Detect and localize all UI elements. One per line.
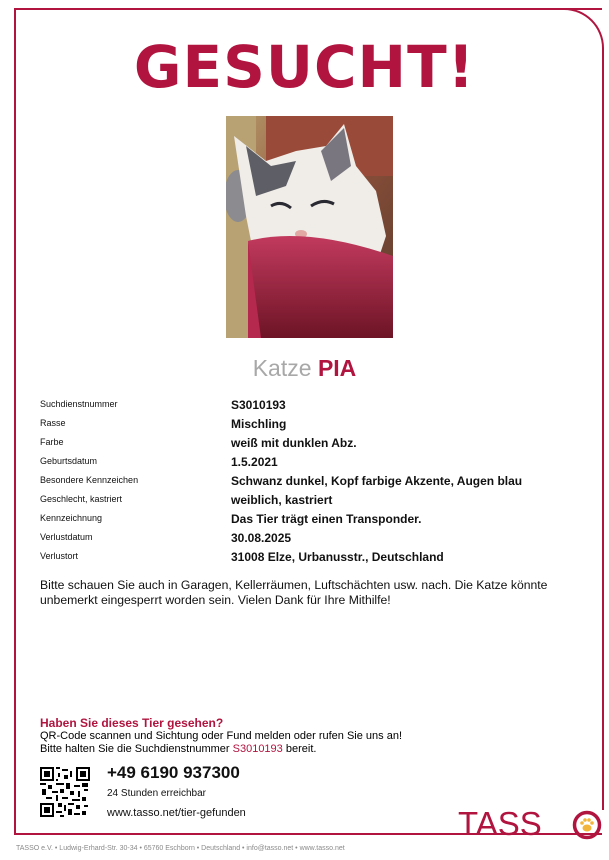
poster-frame-top: [16, 8, 542, 10]
contact-heading: Haben Sie dieses Tier gesehen?: [40, 716, 224, 730]
details-label: Kennzeichnung: [40, 513, 103, 523]
details-value: weiß mit dunklen Abz.: [231, 436, 357, 450]
contact-line2: [40, 743, 460, 756]
details-row: [40, 474, 580, 493]
details-label: Geschlecht, kastriert: [40, 494, 123, 504]
details-label: Suchdienstnummer: [40, 399, 118, 409]
footer-address: TASSO e.V. • Ludwig-Erhard-Str. 30-34 • 65760 Eschborn • Deutschland • info@tasso.net • www.tasso.net: [16, 845, 345, 852]
contact-block: [40, 717, 460, 756]
details-value: 1.5.2021: [231, 455, 278, 469]
details-row: [40, 436, 580, 455]
animal-species: Katze: [252, 355, 312, 381]
poster-frame-right: [602, 66, 604, 810]
details-row: [40, 455, 580, 474]
paw-icon: [572, 810, 602, 840]
details-value: Das Tier trägt einen Transponder.: [231, 512, 422, 526]
poster-title: GESUCHT!: [133, 33, 476, 101]
tasso-logo: [458, 804, 608, 844]
details-label: Rasse: [40, 418, 66, 428]
details-label: Verlustdatum: [40, 532, 93, 542]
phone-number[interactable]: +49 6190 937300: [107, 763, 240, 782]
details-value: S3010193: [231, 398, 286, 412]
details-row: [40, 512, 580, 531]
contact-line2-suffix: bereit.: [285, 743, 317, 755]
found-link[interactable]: www.tasso.net/tier-gefunden: [107, 807, 246, 819]
details-value: Schwanz dunkel, Kopf farbige Akzente, Augen blau: [231, 474, 523, 488]
details-label: Farbe: [40, 437, 64, 447]
details-value: weiblich, kastriert: [231, 493, 333, 507]
animal-name: [0, 355, 609, 382]
details-value: 31008 Elze, Urbanusstr., Deutschland: [231, 550, 444, 564]
tasso-logo-text: TASS: [458, 805, 542, 842]
contact-line1: QR-Code scannen und Sichtung oder Fund melden oder rufen Sie uns an!: [40, 730, 403, 742]
contact-line2-prefix: Bitte halten Sie die Suchdienstnummer: [40, 743, 230, 755]
details-label: Besondere Kennzeichen: [40, 475, 139, 485]
details-value: Mischling: [231, 417, 287, 431]
details-row: [40, 417, 580, 436]
details-table: [40, 398, 580, 569]
availability-text: 24 Stunden erreichbar: [107, 788, 206, 799]
contact-reference-number: S3010193: [232, 743, 283, 755]
details-row: [40, 550, 580, 569]
qr-code[interactable]: [40, 767, 90, 817]
details-row: [40, 531, 580, 550]
animal-photo: [226, 116, 393, 338]
search-note: Bitte schauen Sie auch in Garagen, Kellerräumen, Luftschächten usw. nach. Die Katze könnte unbemerkt eingesperrt worden sein. Vielen Dank für Ihre Mithilfe!: [40, 578, 548, 607]
animal-name-value: PIA: [317, 355, 357, 381]
details-label: Verlustort: [40, 551, 79, 561]
details-label: Geburtsdatum: [40, 456, 98, 466]
details-row: [40, 493, 580, 512]
details-value: 30.08.2025: [231, 531, 292, 545]
details-row: [40, 398, 580, 417]
